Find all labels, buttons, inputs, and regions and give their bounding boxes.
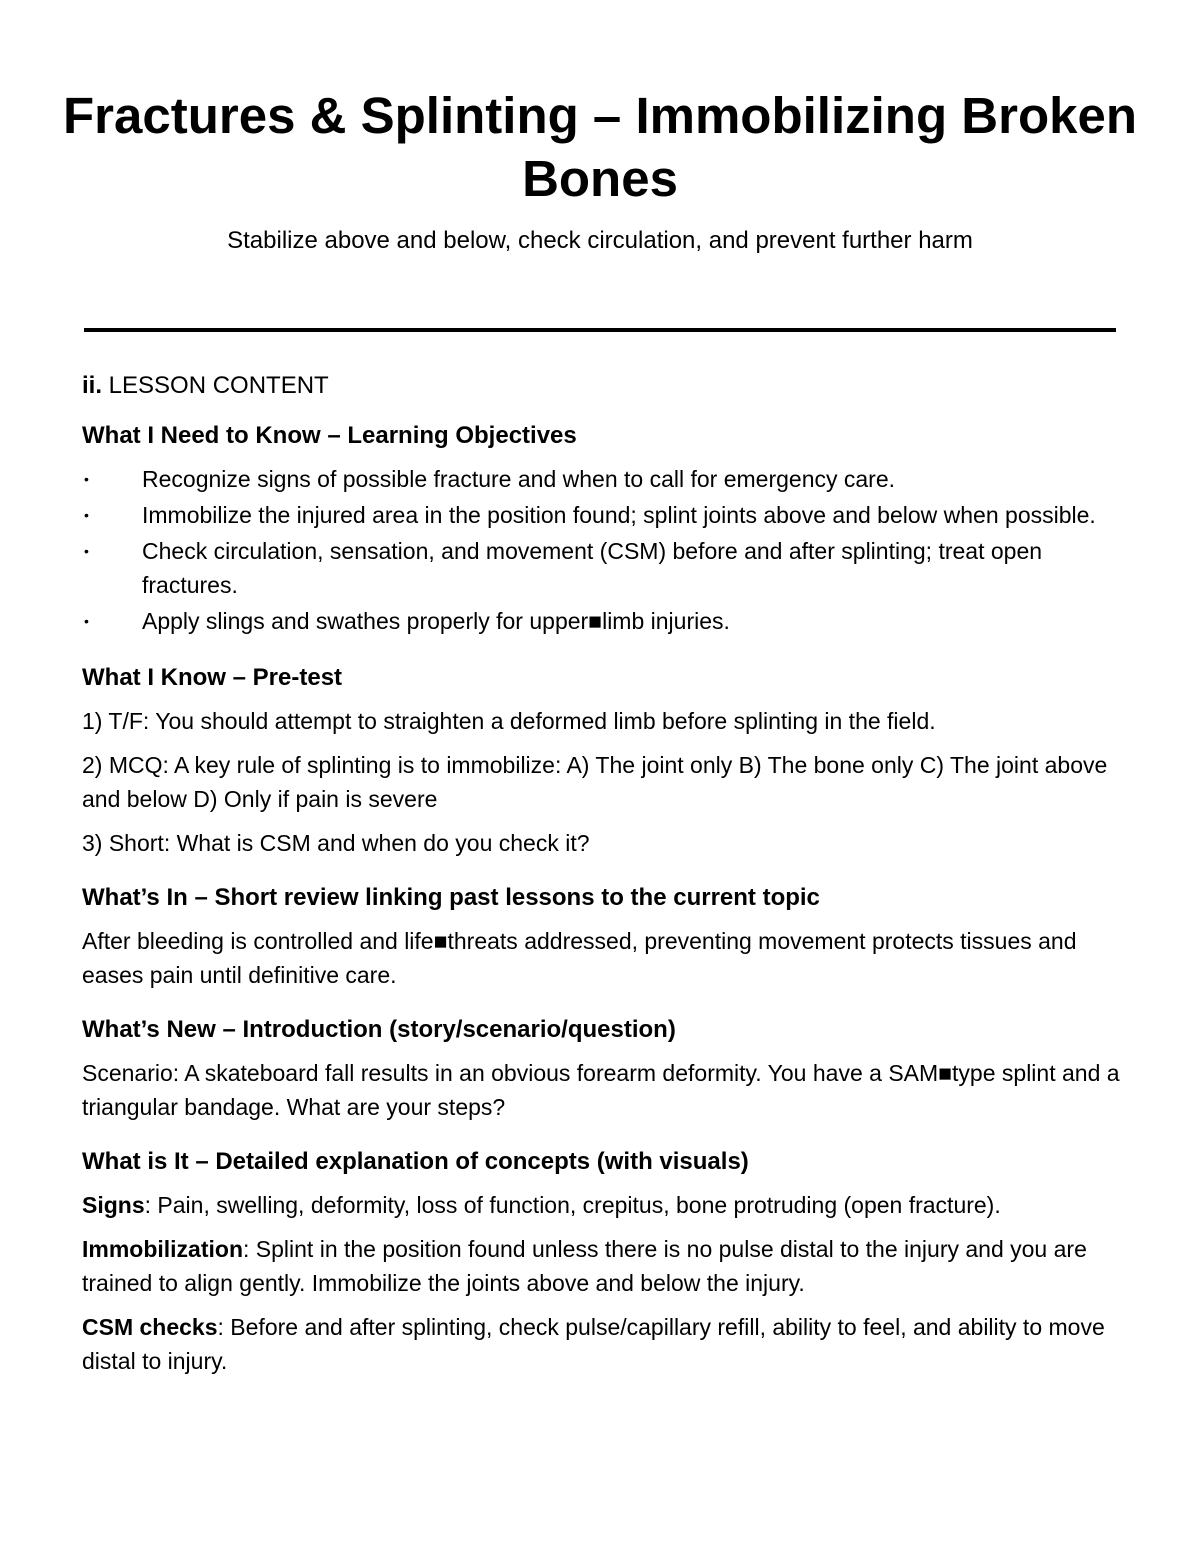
pretest-question: 3) Short: What is CSM and when do you check it? — [82, 830, 590, 856]
list-item — [82, 604, 1122, 638]
list-item — [82, 462, 1122, 496]
what-is-it-heading: What is It – Detailed explanation of concepts (with visuals) — [82, 1148, 749, 1175]
concept-csm-checks — [82, 1310, 1122, 1378]
concept-term: Signs — [82, 1192, 145, 1218]
objective-text: Check circulation, sensation, and movement (CSM) before and after splinting; treat open fractures. — [142, 538, 1043, 598]
list-item — [82, 534, 1122, 602]
whats-in-heading: What’s In – Short review linking past lessons to the current topic — [82, 884, 820, 911]
bullet-icon: • — [84, 471, 89, 487]
concept-text: : Splint in the position found unless there is no pulse distal to the injury and you are trained to align gently. Immobilize the joints above and below the injury. — [82, 1236, 1087, 1296]
page-title: Fractures & Splinting – Immobilizing Broken Bones — [63, 87, 1137, 207]
objective-text: Recognize signs of possible fracture and when to call for emergency care. — [142, 466, 896, 492]
concept-text: : Before and after splinting, check pulse/capillary refill, ability to feel, and ability to move distal to injury. — [82, 1314, 1105, 1374]
section-title: LESSON CONTENT — [102, 372, 329, 399]
objective-text: Immobilize the injured area in the position found; splint joints above and below when possible. — [142, 502, 1096, 528]
section-label — [82, 370, 1122, 402]
objective-text: Apply slings and swathes properly for upper■limb injuries. — [142, 608, 730, 634]
concept-immobilization — [82, 1232, 1122, 1300]
list-item — [82, 498, 1122, 532]
whats-new-text: Scenario: A skateboard fall results in an obvious forearm deformity. You have a SAM■type splint and a triangular bandage. What are your steps? — [82, 1060, 1120, 1120]
bullet-icon: • — [84, 543, 89, 559]
objectives-list — [82, 462, 1122, 638]
lesson-content — [82, 370, 1122, 1388]
horizontal-divider — [84, 328, 1116, 332]
bullet-icon: • — [84, 613, 89, 629]
concept-signs — [82, 1188, 1122, 1222]
whats-in-text: After bleeding is controlled and life■threats addressed, preventing movement protects tissues and eases pain until definitive care. — [82, 928, 1077, 988]
section-number: ii. — [82, 372, 103, 399]
concept-term: CSM checks — [82, 1314, 218, 1340]
concept-term: Immobilization — [82, 1236, 243, 1262]
page-subtitle: Stabilize above and below, check circulation, and prevent further harm — [227, 227, 973, 254]
pretest-heading: What I Know – Pre-test — [82, 664, 343, 691]
bullet-icon: • — [84, 507, 89, 523]
pretest-question: 2) MCQ: A key rule of splinting is to immobilize: A) The joint only B) The bone only C) The joint above and below D) Only if pain is severe — [82, 752, 1108, 812]
whats-new-heading: What’s New – Introduction (story/scenario/question) — [82, 1016, 676, 1043]
pretest-question: 1) T/F: You should attempt to straighten a deformed limb before splinting in the field. — [82, 708, 936, 734]
objectives-heading: What I Need to Know – Learning Objectives — [82, 422, 577, 449]
concept-text: : Pain, swelling, deformity, loss of function, crepitus, bone protruding (open fracture). — [144, 1192, 1001, 1218]
